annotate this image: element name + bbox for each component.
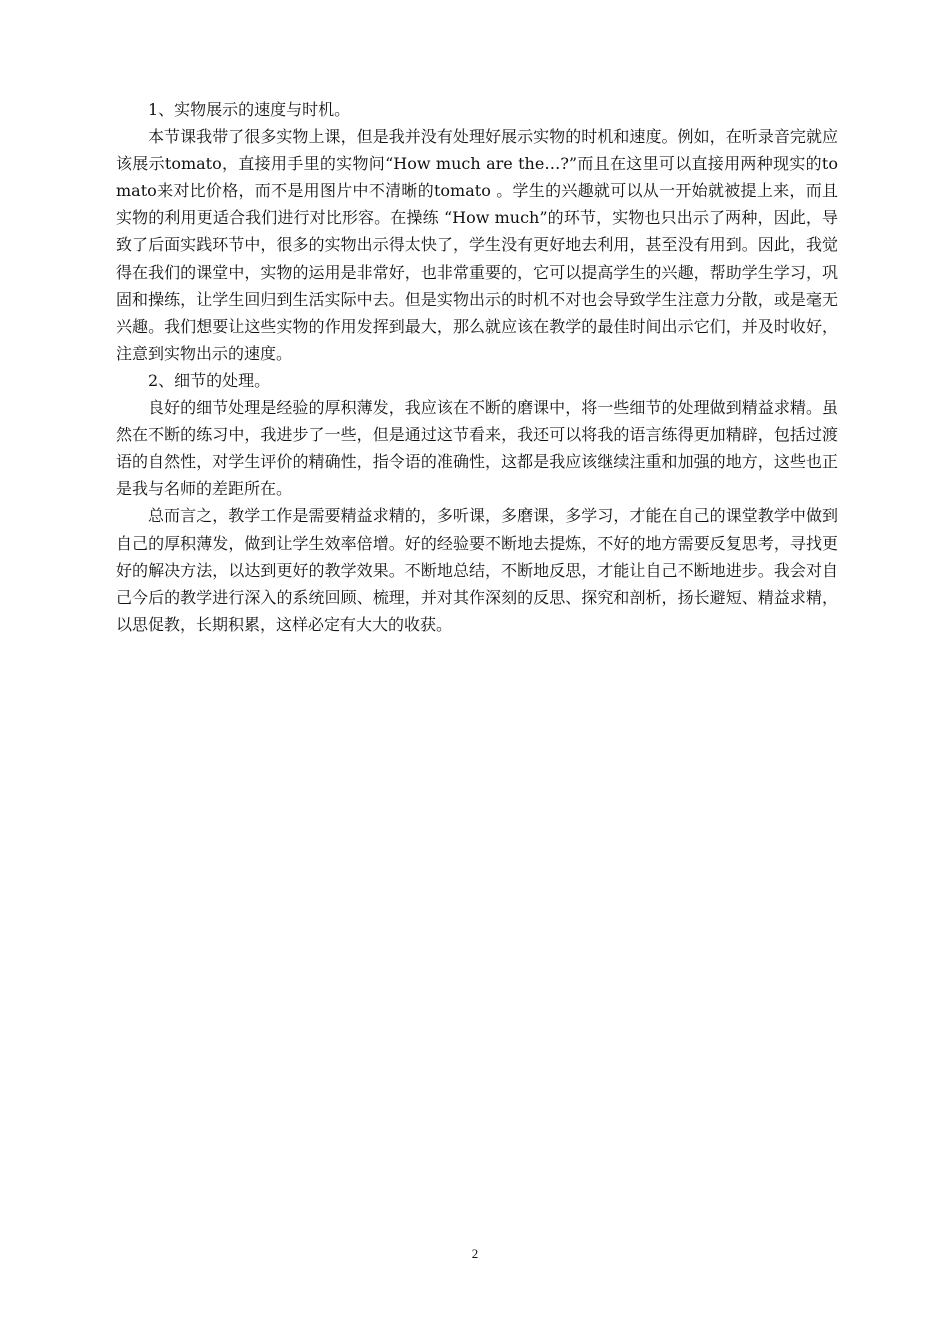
page-number: 2 (471, 1246, 479, 1261)
paragraph-conclusion: 总而言之，教学工作是需要精益求精的，多听课，多磨课，多学习，才能在自己的课堂教学中做到自己的厚积薄发，做到让学生效率倍增。好的经验要不断地去提炼，不好的地方需要反复思考，寻找更好的解决方法，以达到更好的教学效果。不断地总结，不断地反思，才能让自己不断地进步。我会对自己今后的教学进行深入的系统回顾、梳理，并对其作深刻的反思、探究和剖析，扬长避短、精益求精，以思促教，长期积累，这样必定有大大的收获。 (116, 506, 838, 634)
paragraph-objects-display: 本节课我带了很多实物上课，但是我并没有处理好展示实物的时机和速度。例如，在听录音完就应该展示tomato，直接用手里的实物问“How much are the…?”而且在这里可以直接用两种现实的tomato来对比价格，而不是用图片中不清晰的tomato 。学生的兴趣就可以从一开始就被提上来，而且实物的利用更适合我们进行对比形容。在操练 “How much”的环节，实物也只出示了两种，因此，导致了后面实践环节中，很多的实物出示得太快了，学生没有更好地去利用，甚至没有用到。因此，我觉得在我们的课堂中，实物的运用是非常好，也非常重要的，它可以提高学生的兴趣，帮助学生学习，巩固和操练，让学生回归到生活实际中去。但是实物出示的时机不对也会导致学生注意力分散，或是毫无兴趣。我们想要让这些实物的作用发挥到最大，那么就应该在教学的最佳时间出示它们，并及时收好，注意到实物出示的速度。 (116, 127, 838, 363)
section-heading-1: 1、实物展示的速度与时机。 (148, 100, 351, 119)
document-body (116, 96, 838, 638)
section-heading-2: 2、细节的处理。 (148, 370, 271, 390)
paragraph-detail-handling: 良好的细节处理是经验的厚积薄发，我应该在不断的磨课中，将一些细节的处理做到精益求精。虽然在不断的练习中，我进步了一些，但是通过这节看来，我还可以将我的语言练得更加精辟，包括过渡语的自然性，对学生评价的精确性，指令语的准确性，这都是我应该继续注重和加强的地方，这些也正是我与名师的差距所在。 (116, 398, 838, 499)
